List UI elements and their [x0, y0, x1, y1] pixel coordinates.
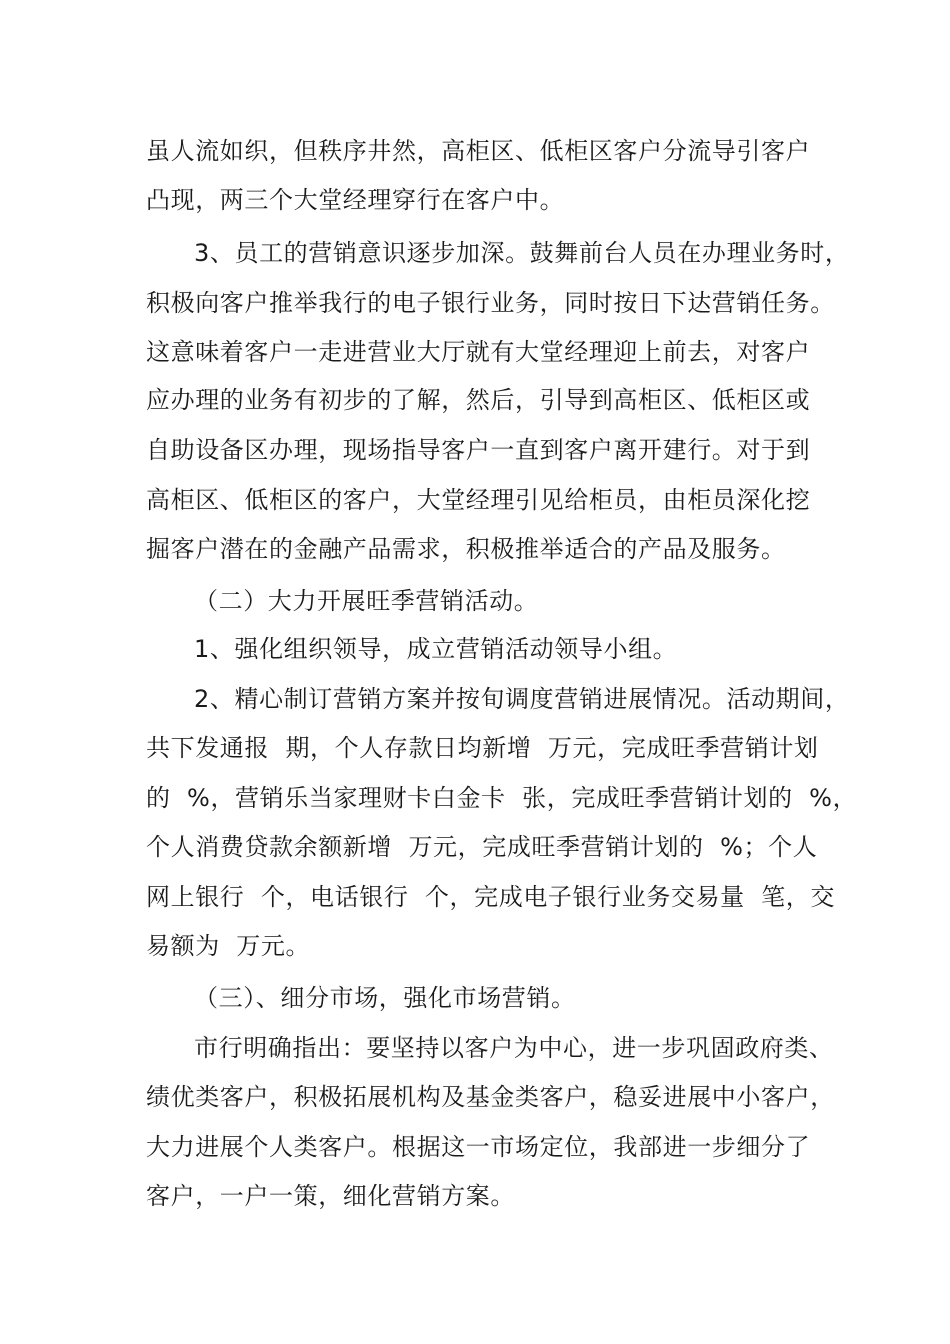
text-line: 客户，一户一策，细化营销方案。: [146, 1182, 515, 1210]
text-line: 自助设备区办理，现场指导客户一直到客户离开建行。对于到: [146, 436, 811, 464]
text-line: 高柜区、低柜区的客户，大堂经理引见给柜员，由柜员深化挖: [146, 486, 811, 514]
text-line: 市行明确指出：要坚持以客户为中心，进一步巩固政府类、: [194, 1034, 834, 1062]
section-heading: （三）、细分市场，强化市场营销。: [194, 984, 576, 1012]
text-line: 3、员工的营销意识逐步加深。鼓舞前台人员在办理业务时，: [194, 239, 850, 267]
text-line: 共下发通报 期，个人存款日均新增 万元，完成旺季营销计划: [146, 734, 819, 762]
text-line: 这意味着客户一走进营业大厅就有大堂经理迎上前去，对客户: [146, 338, 811, 366]
text-line: 网上银行 个，电话银行 个，完成电子银行业务交易量 笔，交: [146, 883, 835, 911]
text-line: 易额为 万元。: [146, 932, 311, 960]
text-line: 积极向客户推举我行的电子银行业务，同时按日下达营销任务。: [146, 289, 835, 317]
text-line: 绩优类客户，积极拓展机构及基金类客户，稳妥进展中小客户，: [146, 1083, 835, 1111]
text-line: 凸现，两三个大堂经理穿行在客户中。: [146, 186, 565, 214]
text-line: 2、精心制订营销方案并按旬调度营销进展情况。活动期间，: [194, 685, 850, 713]
section-heading: （二）大力开展旺季营销活动。: [194, 587, 539, 615]
text-line: 大力进展个人类客户。根据这一市场定位，我部进一步细分了: [146, 1133, 811, 1161]
text-line: 的 %，营销乐当家理财卡白金卡 张，完成旺季营销计划的 %，: [146, 784, 858, 812]
text-line: 个人消费贷款余额新增 万元，完成旺季营销计划的 %；个人: [146, 833, 818, 861]
text-line: 1、强化组织领导，成立营销活动领导小组。: [194, 635, 678, 663]
text-line: 应办理的业务有初步的了解，然后，引导到高柜区、低柜区或: [146, 386, 811, 414]
text-line: 掘客户潜在的金融产品需求，积极推举适合的产品及服务。: [146, 535, 786, 563]
text-line: 虽人流如织，但秩序井然，高柜区、低柜区客户分流导引客户: [146, 137, 811, 165]
